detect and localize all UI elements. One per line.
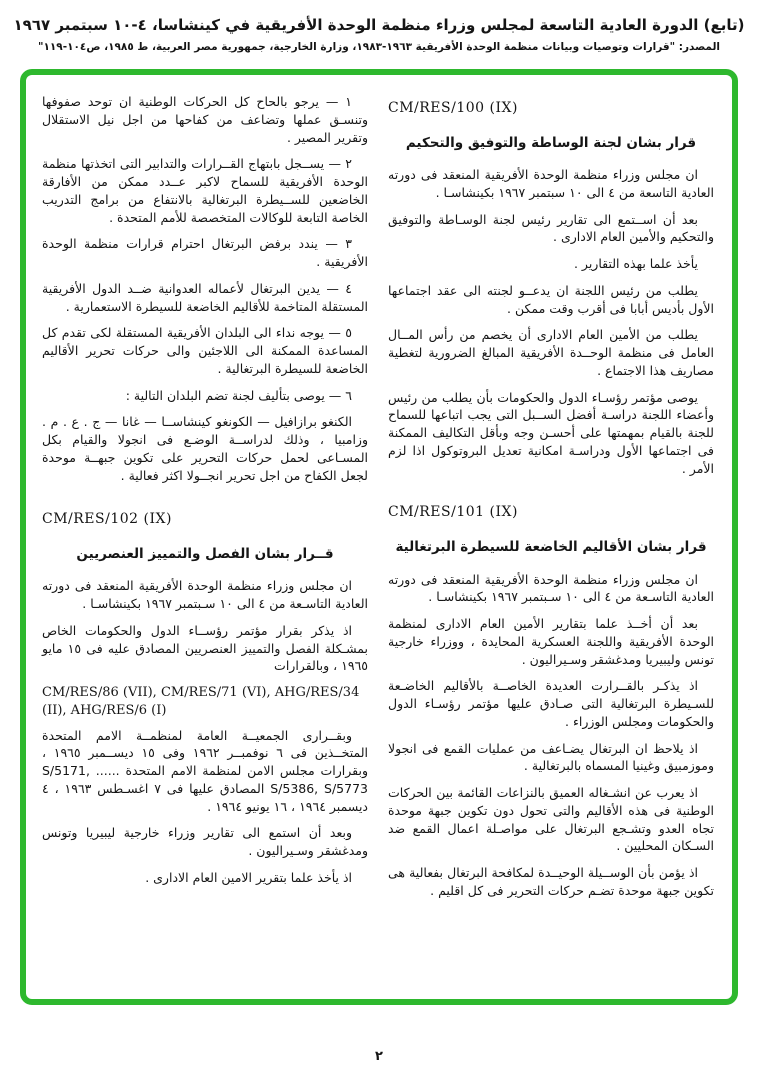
- committee-countries-paragraph: الكنغو برازافيل — الكونغو كينشاســا — غانا — ج . ع . م . وزامبيا ، وذلك لدراســة الوضـع فى انجولا والقيام بكل المسـاعى لحمل حركات التحرير على تكوين جبهــة موحدة لجعل الكفاح من اجل تحرير انجــولا اكثر فعالية .: [42, 414, 368, 483]
- paragraph: يطلب من الأمين العام الادارى أن يخصم من رأس المــال العامل فى منظمة الوحــدة الأفريقية المبالغ الضرورية لتغطية مصاريف هذا الاجتماع .: [388, 327, 714, 378]
- resolution-code-101: CM/RES/101 (IX): [388, 504, 518, 521]
- paragraph: يطلب من رئيس اللجنة ان يدعــو لجنته الى عقد اجتماعها الأول بأديس أبابا فى أقرب وقت ممكن .: [388, 282, 714, 316]
- resolution-code-102: CM/RES/102 (IX): [42, 511, 172, 528]
- paragraph: وبعد أن استمع الى تقارير وزراء خارجية ليبيريا وتونس ومدغشقر وسـيراليون .: [42, 825, 368, 858]
- paragraph: يأخذ علما بهذه التقارير .: [573, 256, 698, 272]
- page-header: [0, 0, 758, 53]
- numbered-paragraph-5: ٥ — يوجه نداء الى البلدان الأفريقية المستقلة لكى تقدم كل المساعدة الممكنة الى اللاجئين والى حركات تحرير الأقاليم الخاضعة للسيطرة البرتغالية .: [42, 325, 368, 376]
- resolution-code-100: CM/RES/100 (IX): [388, 100, 518, 116]
- two-column-layout: [42, 93, 714, 989]
- numbered-paragraph-6: ٦ — يوصى بتأليف لجنة تضم البلدان التالية :: [125, 387, 352, 403]
- paragraph: ان مجلس وزراء منظمة الوحدة الأفريقية المنعقد فى دورته العادية التاسـعة من ٤ الى ١٠ سـبتمبر ١٩٦٧ بكينشاسـا .: [388, 571, 714, 605]
- numbered-paragraph-3: ٣ — يندد برفض البرتغال احترام قرارات منظمة الوحدة الأفريقية .: [42, 236, 368, 269]
- paragraph: وبقــرارى الجمعيــة العامة لمنظمــة الامم المتحدة المتخــذين فى ٦ نوفمبــر ١٩٦٢ وفى ١٥ ديســمبر ١٩٦٥ ، وبقرارات مجلس الامن لمنظمة الامم المتحدة ...... S/5171, S/5386, S/5773 المصادق عليها فى ٧ اغسـطس ١٩٦٣ ، ٤ ديسمبر ١٩٦٤ ، ١٦ يونيو ١٩٦٤ .: [42, 727, 368, 814]
- column-right: [388, 93, 714, 989]
- session-title: (تابع) الدورة العادية التاسعة لمجلس وزراء منظمة الوحدة الأفريقية في كينشاسا، ٤-١٠ سبتمبر ١٩٦٧: [13, 16, 745, 34]
- source-citation: المصدر: "قرارات وتوصيات وبيانات منظمة الوحدة الأفريقية ١٩٦٣-١٩٨٣، وزارة الخارجية، جمهورية مصر العربية، ط ١٩٨٥، ص١٠٤-١١٩": [38, 41, 720, 53]
- numbered-paragraph-1: ١ — يرجو بالحاح كل الحركات الوطنية ان توحد صفوفها وتنسـق عملها وتضاعف من كفاحها من اجل نيل الاستقلال وتقرير المصير .: [42, 94, 368, 145]
- paragraph: يوصى مؤتمر رؤسـاء الدول والحكومات بأن يطلب من رئيس وأعضاء اللجنة دراسـة أفضل الســبل التى يجب اتباعها للسماح للجنة بالقيام بمهمتها على أحسـن وجه وبأقل التكاليف الممكنة فى اجتماعها الأول ودراسـة امكانية تعديل البروتوكول اذا لزم الأمر .: [388, 389, 714, 476]
- numbered-paragraph-4: ٤ — يدين البرتغال لأعماله العدوانية ضــد الدول الأفريقية المستقلة المتاخمة للأقاليم الخاضعة للسيطرة الاستعمارية .: [42, 280, 368, 314]
- paragraph: اذ يذكر بقرار مؤتمر رؤســاء الدول والحكومات الخاص بمشـكلة الفصل والتمييز العنصريين المصادق عليه فى ١٥ مايو ١٩٦٥ ، وبالقرارات: [42, 622, 368, 674]
- resolution-title-101: قرار بشان الأقاليم الخاضعة للسيطرة البرتغالية: [395, 539, 707, 556]
- latin-resolution-references: CM/RES/86 (VII), CM/RES/71 (VI), AHG/RES/34 (II), AHG/RES/6 (I): [42, 685, 360, 719]
- paragraph: اذ يأخذ علما بتقرير الامين العام الادارى .: [145, 869, 352, 885]
- paragraph: ان مجلس وزراء منظمة الوحدة الأفريقية المنعقد فى دورته العادية التاسـعة من ٤ الى ١٠ سـبتمبر ١٩٦٧ بكينشاسـا .: [42, 578, 368, 612]
- green-border-frame: [20, 69, 738, 1005]
- paragraph: بعد أن أخــذ علما بتقارير الأمين العام الادارى لمنظمة الوحدة الأفريقية واللجنة العسكرية المحايدة ، ووزراء خارجية تونس وليبيريا ومدغشقر وسـيراليون .: [388, 616, 714, 667]
- paragraph: بعد أن اســتمع الى تقارير رئيس لجنة الوسـاطة والتوفيق والتحكيم والأمين العام الادارى .: [388, 211, 714, 245]
- page-number: ٢: [375, 1049, 383, 1064]
- paragraph: اذ يعرب عن انشـغاله العميق بالنزاعات القائمة بين الحركات الوطنية فى هذه الأقاليم والتى تحول دون تكوين جبهة موحدة تجاه العدو وتشـجع البرتغال على مواصـلة اعمال القمع ضد السـكان المحليين .: [388, 785, 714, 854]
- resolution-title-100: قرار بشان لجنة الوساطة والتوفيق والتحكيم: [405, 134, 697, 151]
- paragraph: اذ يؤمن بأن الوســيلة الوحيــدة لمكافحة البرتغال بفعالية هى تكوين جبهة موحدة تضـم حركات التحرير فى كل اقليم .: [388, 865, 714, 898]
- paragraph: اذ يذكـر بالقــرارت العديدة الخاصــة بالأقاليم الخاضـعة للسـيطرة البرتغالية التى صـادق عليها مؤتمر رؤسـاء الدول والحكومات ومجلس الوزراء .: [388, 678, 714, 729]
- resolution-title-102: قــرار بشان الفصل والتمييز العنصريين: [76, 546, 334, 563]
- numbered-paragraph-2: ٢ — يســجل بابتهاج القــرارات والتدابير التى اتخذتها منظمة الوحدة الأفريقية للسماح لاكبر عــدد ممكن من الأفارقة الخاضعين للســيطرة البرتغالية بالانتفاع من برامج التدريب الخاصة التابعة للوكالات المتخصصة للأمم المتحدة .: [42, 156, 368, 225]
- column-left: [42, 93, 368, 989]
- paragraph: ان مجلس وزراء منظمة الوحدة الأفريقية المنعقد فى دورته العادية التاسعة من ٤ الى ١٠ سبتمبر ١٩٦٧ بكينشاسـا .: [388, 167, 714, 200]
- paragraph: اذ يلاحظ ان البرتغال يضـاعف من عمليات القمع فى انجولا وموزمبيق وغينيا المسماه بالبرتغالية .: [388, 740, 714, 774]
